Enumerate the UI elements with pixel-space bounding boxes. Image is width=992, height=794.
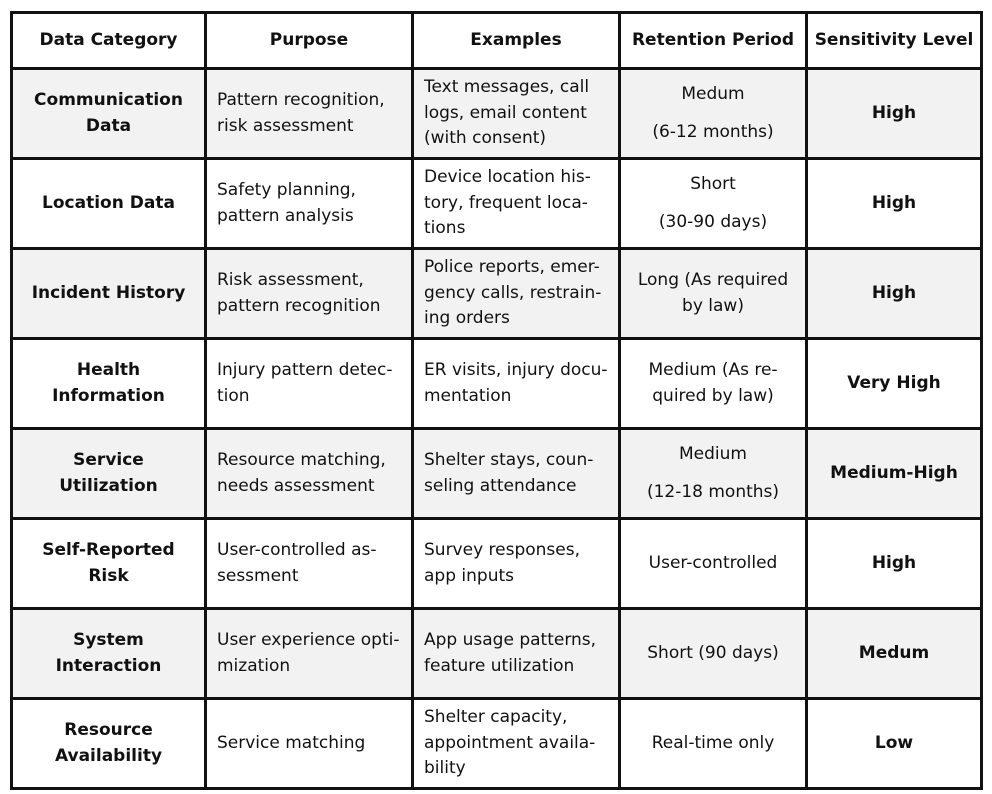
purpose-cell: Safety planning, pattern analysis <box>206 159 413 249</box>
examples-cell: App usage patterns, feature utilization <box>413 609 620 699</box>
table-header <box>12 13 982 69</box>
header-purpose: Purpose <box>206 13 413 69</box>
purpose-cell: Pattern recognition, risk assessment <box>206 69 413 159</box>
retention-sub: (12-18 months) <box>646 481 780 502</box>
category-cell: Self-Reported Risk <box>12 519 206 609</box>
sensitivity-cell: High <box>807 249 982 339</box>
purpose-cell: User-controlled as-sessment <box>206 519 413 609</box>
purpose-cell: Injury pattern detec-tion <box>206 339 413 429</box>
sensitivity-cell: Very High <box>807 339 982 429</box>
retention-cell: Medium (As re-quired by law) <box>620 339 807 429</box>
table-row <box>12 339 982 429</box>
category-cell: System Interaction <box>12 609 206 699</box>
examples-cell: ER visits, injury docu-mentation <box>413 339 620 429</box>
retention-cell: Real-time only <box>620 699 807 789</box>
table-row <box>12 249 982 339</box>
retention-main: Short <box>690 174 736 194</box>
table-body <box>12 69 982 789</box>
table-row <box>12 519 982 609</box>
examples-cell: Survey responses, app inputs <box>413 519 620 609</box>
category-cell: Incident History <box>12 249 206 339</box>
table-row <box>12 699 982 789</box>
examples-cell: Shelter stays, coun-seling attendance <box>413 429 620 519</box>
header-retention-period: Retention Period <box>620 13 807 69</box>
sensitivity-cell: Low <box>807 699 982 789</box>
header-examples: Examples <box>413 13 620 69</box>
retention-cell <box>620 429 807 519</box>
examples-cell: Device location his-tory, frequent loca-tions <box>413 159 620 249</box>
category-cell: Service Utilization <box>12 429 206 519</box>
header-sensitivity-level: Sensitivity Level <box>807 13 982 69</box>
sensitivity-cell: High <box>807 159 982 249</box>
category-cell: Resource Availability <box>12 699 206 789</box>
purpose-cell: Risk assessment, pattern recognition <box>206 249 413 339</box>
sensitivity-cell: Medum <box>807 609 982 699</box>
header-row <box>12 13 982 69</box>
purpose-cell: Resource matching, needs assessment <box>206 429 413 519</box>
examples-cell: Shelter capacity, appointment availa-bility <box>413 699 620 789</box>
retention-main: Medium <box>679 444 747 464</box>
table-row <box>12 429 982 519</box>
data-retention-table-wrapper <box>10 11 983 790</box>
retention-cell: User-controlled <box>620 519 807 609</box>
retention-main: Medum <box>681 84 745 104</box>
purpose-cell: User experience opti-mization <box>206 609 413 699</box>
retention-sub: (6-12 months) <box>652 121 774 142</box>
header-data-category: Data Category <box>12 13 206 69</box>
retention-cell: Long (As required by law) <box>620 249 807 339</box>
examples-cell: Text messages, call logs, email content (with consent) <box>413 69 620 159</box>
data-retention-table <box>10 11 983 790</box>
retention-cell: Short (90 days) <box>620 609 807 699</box>
category-cell: Location Data <box>12 159 206 249</box>
retention-sub: (30-90 days) <box>658 211 768 232</box>
category-cell: Communication Data <box>12 69 206 159</box>
examples-cell: Police reports, emer-gency calls, restrain-ing orders <box>413 249 620 339</box>
table-row <box>12 609 982 699</box>
table-row <box>12 159 982 249</box>
retention-cell <box>620 69 807 159</box>
sensitivity-cell: High <box>807 519 982 609</box>
retention-cell <box>620 159 807 249</box>
purpose-cell: Service matching <box>206 699 413 789</box>
category-cell: Health Information <box>12 339 206 429</box>
table-row <box>12 69 982 159</box>
sensitivity-cell: Medium-High <box>807 429 982 519</box>
sensitivity-cell: High <box>807 69 982 159</box>
